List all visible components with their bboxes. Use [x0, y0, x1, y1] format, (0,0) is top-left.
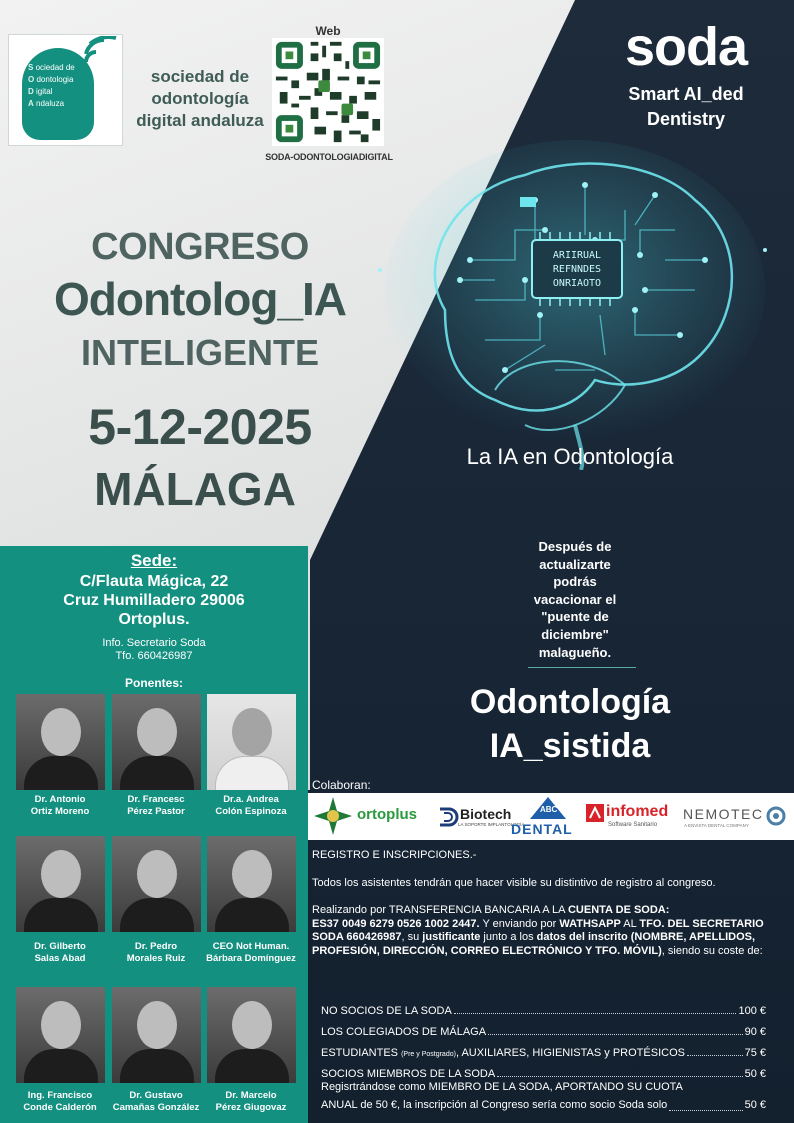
- speaker-name: [6, 941, 114, 964]
- speaker-name: [102, 1090, 210, 1113]
- fee-label: LOS COLEGIADOS DE MÁLAGA: [321, 1026, 487, 1038]
- venue-info: [0, 637, 308, 663]
- speaker-photo: [207, 836, 296, 932]
- sponsor-abc: ABC: [540, 805, 558, 814]
- brand-tagline-line: Smart AI_ded: [628, 84, 744, 104]
- society-name-line: sociedad de: [150, 67, 250, 86]
- promo-line: vacacionar el: [533, 591, 617, 607]
- speaker-name: [102, 941, 210, 964]
- venue-address: [0, 572, 308, 629]
- circuit-brain-illustration: [375, 140, 770, 470]
- speaker-name-line: CEO Not Human.: [212, 941, 290, 952]
- chip-text-line: ONRIAOTO: [552, 278, 602, 289]
- speaker-name: [197, 941, 305, 964]
- infomed-icon: [586, 804, 604, 822]
- membership-line: ANUAL de 50 €, la inscripción al Congreso sería como socio Soda solo: [321, 1099, 668, 1111]
- speaker-photo: [207, 987, 296, 1083]
- fee-row: [321, 1038, 766, 1059]
- speaker-photo: [16, 694, 105, 790]
- fee-price: 75 €: [744, 1047, 766, 1059]
- speaker-photo: [112, 694, 201, 790]
- speaker-name-line: Camañas González: [112, 1101, 200, 1113]
- nemotec-icon: [766, 806, 786, 826]
- sponsor-nemotec: NEMOTEC: [683, 806, 764, 822]
- membership-price: 50 €: [744, 1099, 766, 1111]
- payment-text-bold: CUENTA DE SODA:: [567, 904, 670, 916]
- payment-text: AL: [620, 917, 640, 930]
- promo-line: diciembre": [541, 626, 609, 642]
- payment-text: junto a los: [480, 931, 537, 943]
- payment-text: Realizando por TRANSFERENCIA BANCARIA A LA: [312, 904, 568, 916]
- speaker-name-line: Bárbara Domínguez: [206, 952, 296, 964]
- logo-wordmark: [28, 62, 88, 110]
- fee-price: 90 €: [744, 1026, 766, 1038]
- payment-text: , siendo su coste de:: [661, 944, 763, 957]
- sponsor-infomed-tagline: Software Sanitario: [608, 822, 658, 828]
- payment-text: Y enviando por: [479, 917, 560, 930]
- speaker-photo: [112, 987, 201, 1083]
- payment-text-bold: justificante: [422, 931, 481, 943]
- payment-text-bold: datos del inscrito (NOMBRE, APELLIDOS, PROFESIÓN, DIRECCIÓN, CORREO ELECTRÓNICO Y TFO. MÓVIL): [312, 931, 756, 957]
- speaker-name-line: Dr. Pedro: [134, 941, 178, 952]
- speakers-title: Ponentes:: [124, 676, 183, 690]
- promo-line: "puente de: [541, 609, 609, 625]
- speaker-name-line: Ortiz Moreno: [30, 805, 90, 817]
- bank-account: ES37 0049 6279 0526 1002 2447.: [312, 917, 480, 930]
- speaker-photo: [16, 987, 105, 1083]
- abc-logo: [522, 795, 574, 821]
- speaker-photo: [16, 836, 105, 932]
- membership-offer: [321, 1078, 766, 1114]
- speaker-name-line: Conde Calderón: [23, 1101, 97, 1113]
- speaker-name-line: Dr. Marcelo: [225, 1090, 277, 1101]
- venue-info-line: Tfo. 660426987: [115, 650, 193, 662]
- membership-fee-row: [321, 1096, 766, 1114]
- speaker-name-line: Dr.a. Andrea: [223, 794, 279, 805]
- promo-line: malagueño.: [538, 644, 612, 660]
- congress-title: Odontolog_IA: [53, 273, 347, 325]
- speaker-name-line: Pérez Pastor: [127, 805, 185, 817]
- registration-intro: Todos los asistentes tendrán que hacer visible su distintivo de registro al congreso.: [312, 876, 716, 889]
- speaker-name-line: Dr. Francesc: [127, 794, 185, 805]
- speaker-name: [6, 1090, 114, 1113]
- brand-tagline: [596, 82, 776, 132]
- chip-text-line: ARIIRUAL: [552, 250, 602, 261]
- sponsors-strip: [308, 793, 794, 840]
- logo-word: dontologia: [36, 75, 74, 84]
- society-name: [125, 66, 275, 132]
- fee-price: 50 €: [744, 1068, 766, 1080]
- fee-label: NO SOCIOS DE LA SODA: [321, 1005, 452, 1017]
- divider: [528, 667, 636, 668]
- speaker-name: [6, 794, 114, 817]
- venue-info-line: Info. Secretario Soda: [102, 637, 206, 649]
- sponsor-biotech: Biotech: [460, 806, 512, 822]
- fee-label: , AUXILIARES, HIGIENISTAS y PROTÉSICOS: [455, 1047, 685, 1059]
- logo-letter: O: [28, 75, 35, 84]
- speaker-name: [197, 794, 305, 817]
- web-label: Web: [315, 24, 341, 38]
- logo-word: ndaluza: [36, 99, 65, 108]
- sponsor-biotech-tagline: LA SOPORTE IMPLANTOLOGÍA: [458, 822, 525, 827]
- promo-line: podrás: [553, 574, 597, 590]
- speaker-name-line: Ing. Francisco: [27, 1090, 93, 1101]
- sponsor-ortoplus: ortoplus: [357, 806, 417, 823]
- ortoplus-emblem-icon: [312, 795, 354, 837]
- qr-caption: SODA-ODONTOLOGIADIGITAL: [265, 152, 393, 162]
- speaker-name-line: Pérez Giugovaz: [215, 1101, 287, 1113]
- speaker-name-line: Salas Abad: [34, 952, 86, 964]
- membership-line: Regisrtrándose como MIEMBRO DE LA SODA, APORTANDO SU CUOTA: [321, 1081, 683, 1093]
- congress-subtitle: INTELIGENTE: [80, 332, 319, 373]
- headline-line: Odontología: [469, 683, 671, 721]
- fee-list: [321, 996, 766, 1080]
- logo-letter: S: [28, 63, 34, 72]
- logo-letter: A: [28, 99, 34, 108]
- brand-name: soda: [624, 17, 748, 77]
- sponsor-dental: DENTAL: [511, 821, 573, 837]
- brand-tagline-line: Dentistry: [646, 109, 726, 129]
- fee-label: ESTUDIANTES: [321, 1047, 399, 1059]
- speaker-name: [102, 794, 210, 817]
- sponsor-infomed: infomed: [606, 803, 669, 820]
- chip-text-line: REFNNDES: [552, 264, 602, 275]
- society-name-line: digital andaluza: [136, 111, 264, 130]
- fee-row: [321, 1059, 766, 1080]
- headline-line: IA_sistida: [489, 727, 651, 765]
- venue-address-line: Ortoplus.: [118, 611, 190, 628]
- venue-address-line: Cruz Humilladero 29006: [63, 592, 245, 609]
- sponsors-label: Colaboran:: [312, 778, 371, 792]
- qr-code[interactable]: [272, 38, 384, 146]
- fee-note: (Pre y Postgrado): [401, 1051, 456, 1058]
- promo-text: [520, 538, 630, 661]
- payment-text: , su: [401, 931, 423, 943]
- registration-payment: [312, 904, 772, 958]
- congress-date: 5-12-2025: [88, 399, 312, 455]
- fee-row: [321, 1017, 766, 1038]
- congress-label: CONGRESO: [91, 226, 309, 268]
- headline: [440, 680, 700, 768]
- society-name-line: odontología: [151, 89, 249, 108]
- promo-line: actualizarte: [539, 556, 611, 572]
- promo-line: Después de: [538, 539, 612, 554]
- speaker-photo: [207, 694, 296, 790]
- registration-title: REGISTRO E INSCRIPCIONES.-: [312, 849, 477, 861]
- registration-section: [312, 849, 772, 968]
- biotech-icon: [436, 805, 460, 829]
- speaker-name: [197, 1090, 305, 1113]
- sponsor-nemotec-tagline: A ENVISTA DENTAL COMPANY: [684, 823, 749, 828]
- fee-row: [321, 996, 766, 1017]
- speaker-name-line: Dr. Gustavo: [129, 1090, 183, 1101]
- speaker-photo: [112, 836, 201, 932]
- payment-text-bold: WATHSAPP: [559, 917, 621, 930]
- fee-label: SOCIOS MIEMBROS DE LA SODA: [321, 1068, 496, 1080]
- speaker-name-line: Morales Ruiz: [126, 952, 186, 964]
- congress-city: MÁLAGA: [94, 463, 296, 515]
- payment-text-bold: TFO. DEL SECRETARIO SODA 660426987: [312, 917, 764, 943]
- logo-word: ociedad de: [35, 63, 75, 72]
- logo-word: igital: [36, 87, 53, 96]
- speaker-name-line: Dr. Gilberto: [34, 941, 86, 952]
- speaker-name-line: Dr. Antonio: [34, 794, 86, 805]
- venue-title: Sede:: [130, 551, 178, 570]
- fee-price: 100 €: [738, 1005, 766, 1017]
- speaker-name-line: Colón Espinoza: [215, 805, 287, 817]
- logo-letter: D: [28, 87, 34, 96]
- ia-subtitle: La IA en Odontología: [466, 444, 674, 469]
- venue-address-line: C/Flauta Mágica, 22: [79, 573, 229, 590]
